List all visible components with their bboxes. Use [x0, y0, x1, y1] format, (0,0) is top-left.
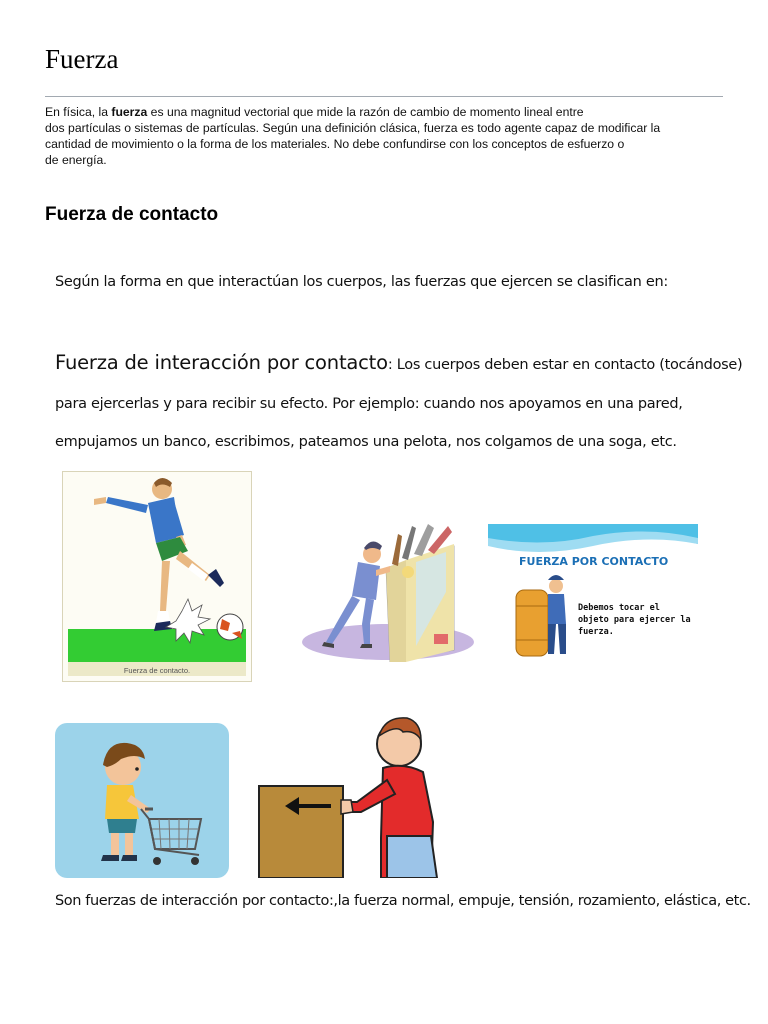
intro-line-1: es una magnitud vectorial que mide la razón de cambio de momento lineal entre: [147, 105, 584, 119]
man-pushing-box-image: [231, 706, 491, 878]
contact-card-image: [488, 524, 698, 686]
pushing-box-image: [302, 518, 476, 662]
page-title: Fuerza: [45, 44, 119, 74]
contact-line-1: : Los cuerpos deben estar en contacto (tocándose): [387, 357, 743, 373]
closing-text: Son fuerzas de interacción por contacto:,la fuerza normal, empuje, tensión, rozamiento, elástica, etc.: [55, 893, 751, 909]
soccer-caption: Fuerza de contacto.: [123, 666, 191, 675]
contact-card-line-3: fuerza.: [578, 627, 614, 637]
intro-bold-term: fuerza: [111, 105, 148, 119]
contact-line-2: para ejercerlas y para recibir su efecto. Por ejemplo: cuando nos apoyamos en una pared,: [55, 395, 683, 412]
contact-line-3: empujamos un banco, escribimos, pateamos una pelota, nos colgamos de una soga, etc.: [55, 434, 677, 450]
section-heading: Fuerza de contacto: [45, 204, 219, 225]
soccer-kick-image: [62, 471, 252, 682]
shopping-cart-image: [55, 723, 229, 878]
intro-paragraph: [45, 104, 735, 168]
intro-line-4: de energía.: [45, 153, 107, 167]
contact-card-title: FUERZA POR CONTACTO: [519, 555, 669, 568]
contact-card-line-1: Debemos tocar el: [578, 603, 660, 613]
contact-paragraph: [55, 344, 755, 462]
intro-text-start: En física, la: [45, 105, 112, 119]
classification-text: Según la forma en que interactúan los cuerpos, las fuerzas que ejercen se clasifican en:: [55, 274, 668, 290]
intro-line-2: dos partículas o sistemas de partículas. Según una definición clásica, fuerza es todo agente capaz de modificar la: [45, 121, 661, 135]
contact-card-line-2: objeto para ejercer la: [578, 615, 691, 625]
title-divider: [45, 96, 723, 97]
intro-line-3: cantidad de movimiento o la forma de los materiales. No debe confundirse con los conceptos de esfuerzo o: [45, 137, 625, 151]
contact-lead: Fuerza de interacción por contacto: [55, 351, 388, 374]
